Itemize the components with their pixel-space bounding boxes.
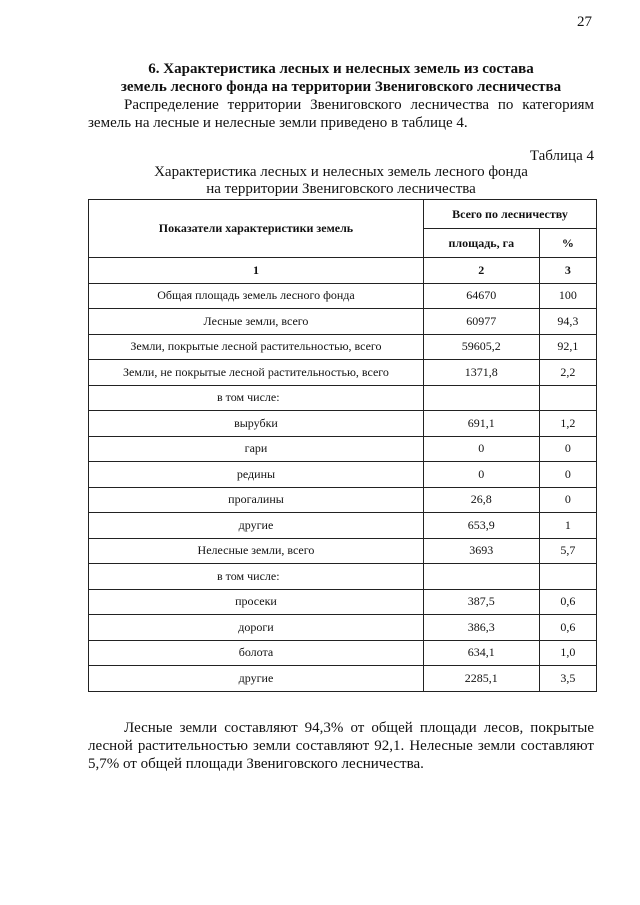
cell-area: 3693 bbox=[423, 538, 539, 564]
cell-percent: 0,6 bbox=[539, 589, 596, 615]
cell-area: 0 bbox=[423, 436, 539, 462]
cell-name: вырубки bbox=[89, 411, 424, 437]
table-label: Таблица 4 bbox=[529, 148, 594, 164]
table-row bbox=[89, 615, 597, 641]
cell-percent: 5,7 bbox=[539, 538, 596, 564]
conclusion-text: Лесные земли составляют 94,3% от общей площади лесов, покрытые лесной растительностью земли составляют 92,1. Нелесные земли составляют 5,7% от общей площади Звениговского лесничества. bbox=[88, 720, 594, 772]
conclusion-paragraph bbox=[88, 719, 594, 773]
cell-area bbox=[423, 385, 539, 411]
table-row bbox=[89, 666, 597, 692]
intro-line2: земель на лесные и нелесные земли приведено в таблице 4. bbox=[88, 115, 468, 131]
cell-name: редины bbox=[89, 462, 424, 488]
cell-name: Земли, не покрытые лесной растительностью, всего bbox=[89, 360, 424, 386]
cell-name: другие bbox=[89, 513, 424, 539]
table-row bbox=[89, 334, 597, 360]
table-row bbox=[89, 640, 597, 666]
cell-percent: 0 bbox=[539, 462, 596, 488]
page-number: 27 bbox=[577, 14, 592, 30]
cell-name: Нелесные земли, всего bbox=[89, 538, 424, 564]
table-row bbox=[89, 360, 597, 386]
cell-name: Лесные земли, всего bbox=[89, 309, 424, 335]
cell-area: 634,1 bbox=[423, 640, 539, 666]
cell-percent: 100 bbox=[539, 283, 596, 309]
table-caption-line2: на территории Звениговского лесничества bbox=[206, 181, 476, 197]
table-row bbox=[89, 487, 597, 513]
cell-percent: 3,5 bbox=[539, 666, 596, 692]
intro-line1: Распределение территории Звениговского лесничества по категориям bbox=[124, 97, 594, 113]
cell-percent: 1,0 bbox=[539, 640, 596, 666]
cell-percent: 0,6 bbox=[539, 615, 596, 641]
intro-paragraph bbox=[88, 96, 594, 132]
table-caption bbox=[88, 164, 594, 198]
cell-name: другие bbox=[89, 666, 424, 692]
cell-area: 1371,8 bbox=[423, 360, 539, 386]
cell-area: 64670 bbox=[423, 283, 539, 309]
section-heading-line2: земель лесного фонда на территории Звениговского лесничества bbox=[120, 79, 562, 95]
table-row bbox=[89, 385, 597, 411]
header-percent: % bbox=[539, 229, 596, 258]
cell-name: Земли, покрытые лесной растительностью, всего bbox=[89, 334, 424, 360]
header-total: Всего по лесничеству bbox=[423, 200, 596, 229]
table-row bbox=[89, 513, 597, 539]
cell-name: Общая площадь земель лесного фонда bbox=[89, 283, 424, 309]
cell-name: в том числе: bbox=[89, 564, 424, 590]
table-caption-line1: Характеристика лесных и нелесных земель лесного фонда bbox=[154, 164, 528, 180]
cell-percent bbox=[539, 385, 596, 411]
table-row bbox=[89, 283, 597, 309]
cell-name: дороги bbox=[89, 615, 424, 641]
cell-area: 653,9 bbox=[423, 513, 539, 539]
cell-area: 387,5 bbox=[423, 589, 539, 615]
cell-area bbox=[423, 564, 539, 590]
cell-percent: 94,3 bbox=[539, 309, 596, 335]
cell-area: 2285,1 bbox=[423, 666, 539, 692]
table-row bbox=[89, 538, 597, 564]
cell-percent: 92,1 bbox=[539, 334, 596, 360]
cell-percent: 0 bbox=[539, 487, 596, 513]
cell-area: 26,8 bbox=[423, 487, 539, 513]
cell-area: 386,3 bbox=[423, 615, 539, 641]
table-row bbox=[89, 589, 597, 615]
section-heading bbox=[88, 60, 594, 96]
table-row bbox=[89, 564, 597, 590]
header-indicator: Показатели характеристики земель bbox=[89, 200, 424, 258]
cell-percent: 0 bbox=[539, 436, 596, 462]
cell-area: 0 bbox=[423, 462, 539, 488]
cell-name: прогалины bbox=[89, 487, 424, 513]
cell-percent: 1 bbox=[539, 513, 596, 539]
cell-name: гари bbox=[89, 436, 424, 462]
cell-area: 60977 bbox=[423, 309, 539, 335]
cell-percent: 2,2 bbox=[539, 360, 596, 386]
table-row bbox=[89, 309, 597, 335]
cell-name: болота bbox=[89, 640, 424, 666]
cell-percent bbox=[539, 564, 596, 590]
land-characteristics-table bbox=[88, 199, 597, 692]
cell-area: 691,1 bbox=[423, 411, 539, 437]
cell-name: просеки bbox=[89, 589, 424, 615]
header-col-number: 3 bbox=[539, 258, 596, 284]
header-area: площадь, га bbox=[423, 229, 539, 258]
cell-name: в том числе: bbox=[89, 385, 424, 411]
cell-percent: 1,2 bbox=[539, 411, 596, 437]
header-col-number: 2 bbox=[423, 258, 539, 284]
table-body bbox=[89, 283, 597, 691]
section-heading-line1: 6. Характеристика лесных и нелесных земель из состава bbox=[148, 61, 534, 77]
cell-area: 59605,2 bbox=[423, 334, 539, 360]
table-row bbox=[89, 462, 597, 488]
header-col-number: 1 bbox=[89, 258, 424, 284]
table-row bbox=[89, 436, 597, 462]
table-row bbox=[89, 411, 597, 437]
